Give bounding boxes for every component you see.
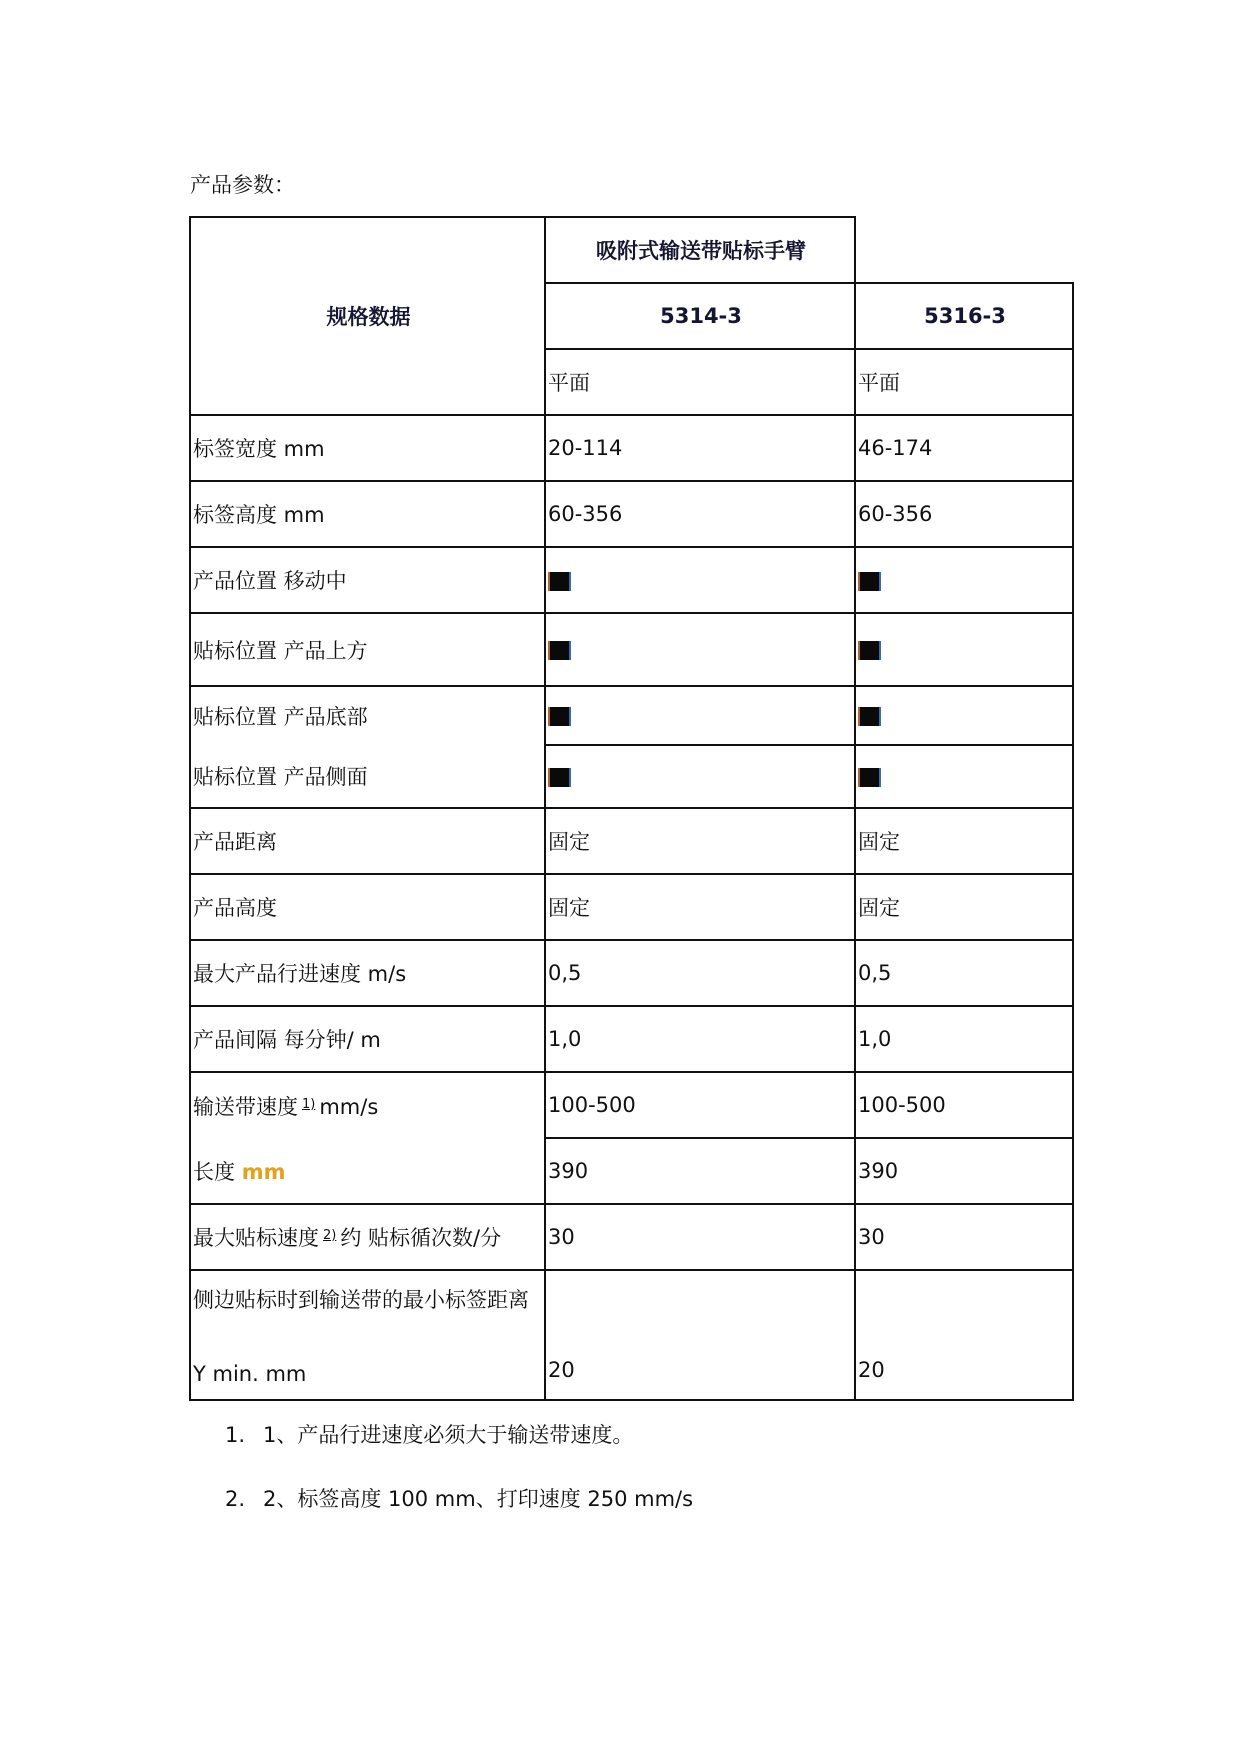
filled-square-icon — [548, 768, 571, 787]
group-label-cell: 吸附式输送带贴标手臂 — [545, 217, 855, 283]
row-value — [855, 613, 1073, 686]
row-label-line2: Y min. mm — [193, 1362, 307, 1386]
row-label-text: 输送带速度 — [193, 1094, 298, 1119]
table-row — [190, 415, 1073, 481]
row-value: 30 — [545, 1204, 855, 1270]
row-label: 标签高度 mm — [190, 481, 545, 547]
row-value: 20-114 — [545, 415, 855, 481]
row-value: 固定 — [855, 808, 1073, 874]
row-label — [190, 1270, 545, 1400]
row-value-text: 20 — [858, 1358, 885, 1382]
row-value: 390 — [545, 1138, 855, 1204]
row-value: 固定 — [545, 874, 855, 940]
filled-square-icon — [858, 572, 881, 591]
row-value-text: 20 — [548, 1358, 575, 1382]
footnote-item — [225, 1484, 693, 1548]
model-5314-cell: 5314-3 — [545, 283, 855, 349]
row-label: 产品位置 移动中 — [190, 547, 545, 613]
row-label: 标签宽度 mm — [190, 415, 545, 481]
table-row — [190, 874, 1073, 940]
row-value: 60-356 — [855, 481, 1073, 547]
model-5316-cell: 5316-3 — [855, 283, 1073, 349]
row-value — [855, 1270, 1073, 1400]
footnote-text: 2、标签高度 100 mm、打印速度 250 mm/s — [263, 1487, 694, 1511]
filled-square-icon — [858, 641, 881, 660]
row-value: 0,5 — [545, 940, 855, 1006]
row-label — [190, 1204, 545, 1270]
table-row — [190, 481, 1073, 547]
row-value — [545, 547, 855, 613]
surface-cell: 平面 — [855, 349, 1073, 415]
row-value: 固定 — [545, 808, 855, 874]
row-value: 1,0 — [855, 1006, 1073, 1072]
row-label-line1: 侧边贴标时到输送带的最小标签距离 — [193, 1288, 529, 1312]
footnote-ref: 2) — [323, 1228, 337, 1243]
footnote-text: 1、产品行进速度必须大于输送带速度。 — [263, 1423, 634, 1447]
row-label-text: 最大贴标速度 — [193, 1226, 319, 1250]
row-label — [190, 1138, 545, 1204]
row-label-unit: mm/s — [319, 1094, 379, 1119]
footnote-number: 1. — [225, 1423, 246, 1447]
row-value: 30 — [855, 1204, 1073, 1270]
row-label-unit-accent: mm — [241, 1159, 286, 1184]
page-heading: 产品参数： — [190, 173, 295, 197]
row-value — [855, 547, 1073, 613]
table-row — [190, 1270, 1073, 1400]
row-label-text: 长度 — [193, 1159, 235, 1184]
table-row — [190, 1138, 1073, 1204]
row-value — [545, 745, 855, 808]
row-value — [545, 613, 855, 686]
row-value — [855, 686, 1073, 745]
row-value: 固定 — [855, 874, 1073, 940]
row-value: 0,5 — [855, 940, 1073, 1006]
row-label-unit: 约 贴标循次数/分 — [340, 1226, 502, 1250]
row-label: 产品间隔 每分钟/ m — [190, 1006, 545, 1072]
surface-cell: 平面 — [545, 349, 855, 415]
empty-header-cell — [855, 217, 1073, 283]
row-label: 产品高度 — [190, 874, 545, 940]
row-label — [190, 1072, 545, 1138]
filled-square-icon — [548, 641, 571, 660]
row-value: 100-500 — [855, 1072, 1073, 1138]
filled-square-icon — [548, 707, 571, 726]
table-row — [190, 745, 1073, 808]
filled-square-icon — [548, 572, 571, 591]
row-value: 46-174 — [855, 415, 1073, 481]
filled-square-icon — [858, 707, 881, 726]
row-label: 贴标位置 产品上方 — [190, 613, 545, 686]
row-value — [855, 745, 1073, 808]
footnote-item — [225, 1420, 693, 1484]
table-row — [190, 940, 1073, 1006]
header-row-group — [190, 217, 1073, 283]
table-row — [190, 1204, 1073, 1270]
footnote-number: 2. — [225, 1487, 246, 1511]
row-value: 60-356 — [545, 481, 855, 547]
row-value: 390 — [855, 1138, 1073, 1204]
row-label: 贴标位置 产品侧面 — [190, 745, 545, 808]
table-row — [190, 686, 1073, 745]
table-row — [190, 613, 1073, 686]
row-value — [545, 686, 855, 745]
filled-square-icon — [858, 768, 881, 787]
row-value — [545, 1270, 855, 1400]
row-value: 1,0 — [545, 1006, 855, 1072]
row-label: 产品距离 — [190, 808, 545, 874]
table-row — [190, 1072, 1073, 1138]
row-value: 100-500 — [545, 1072, 855, 1138]
row-label: 贴标位置 产品底部 — [190, 686, 545, 745]
row-label: 最大产品行进速度 m/s — [190, 940, 545, 1006]
footnote-ref: 1) — [302, 1096, 316, 1112]
footnotes — [225, 1420, 693, 1548]
table-row — [190, 547, 1073, 613]
table-row — [190, 1006, 1073, 1072]
spec-table — [189, 216, 1074, 1401]
spec-label-cell: 规格数据 — [190, 217, 545, 415]
table-row — [190, 808, 1073, 874]
